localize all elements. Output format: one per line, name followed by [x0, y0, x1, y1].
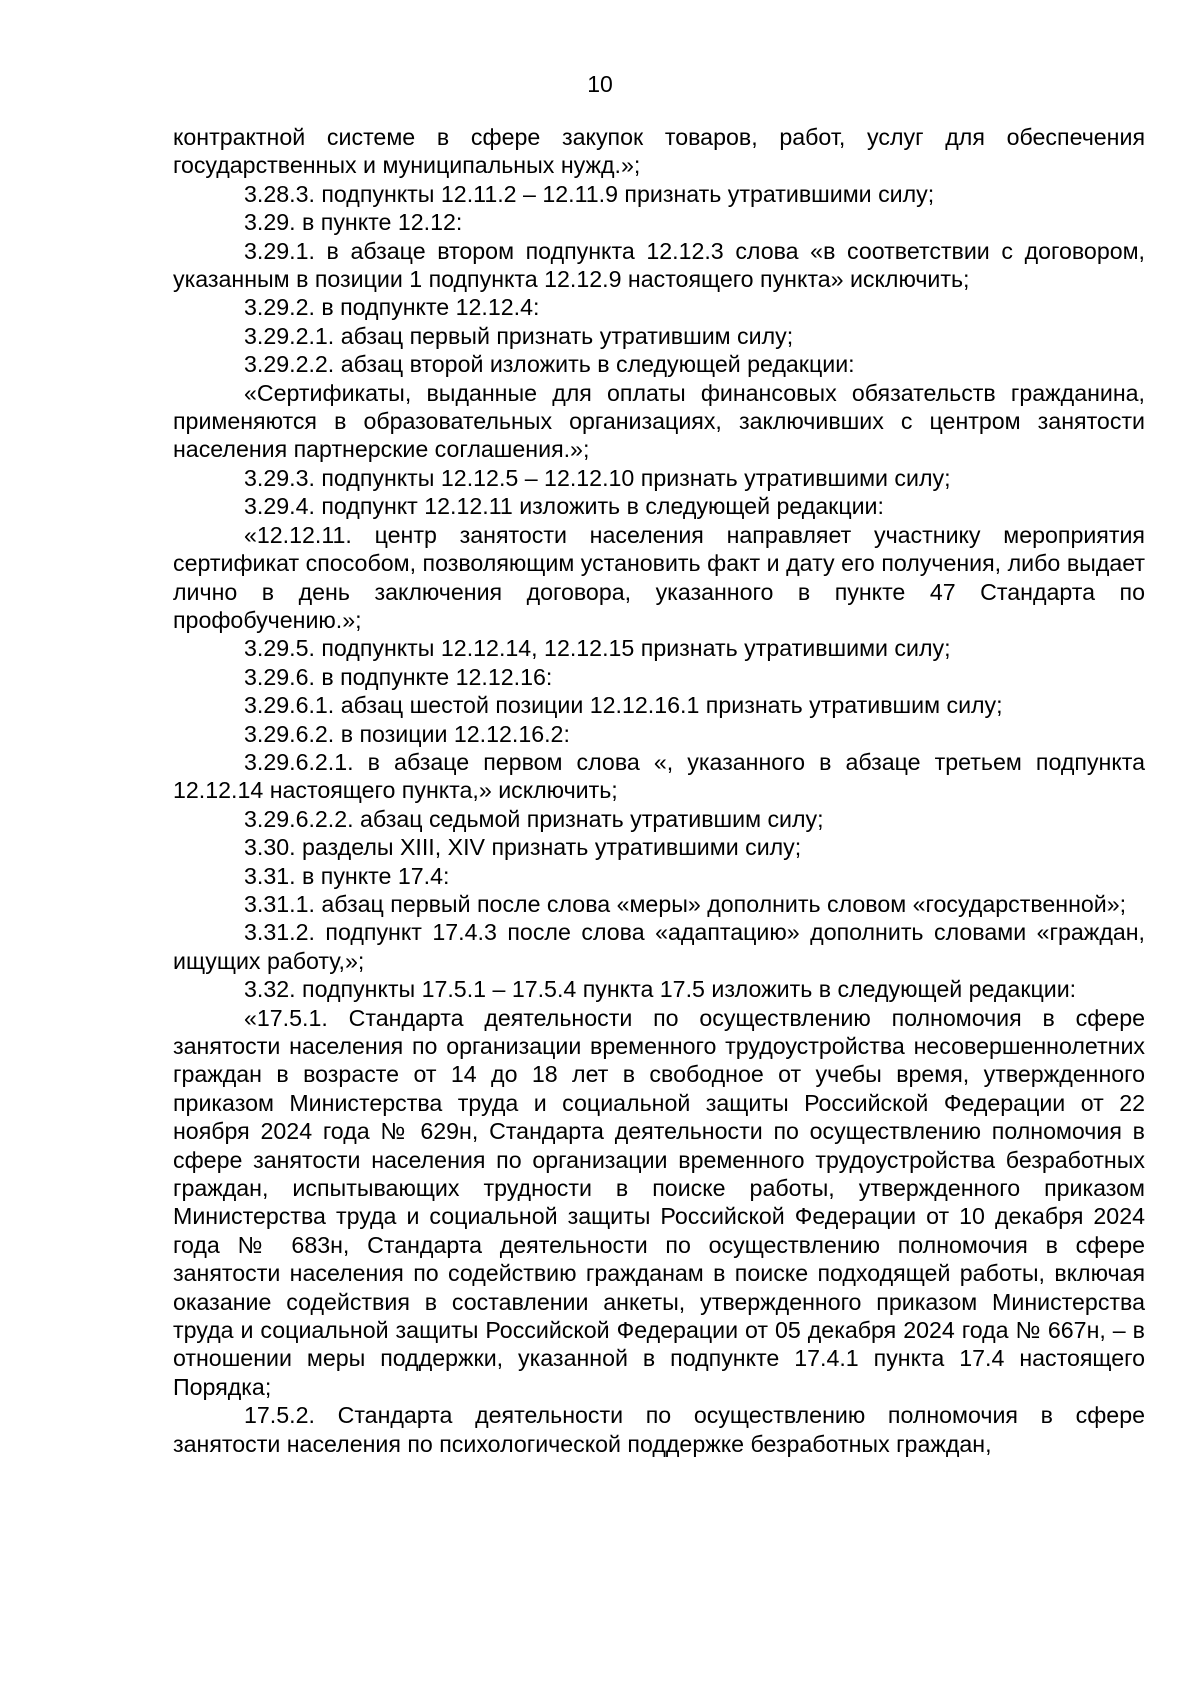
paragraph-3-29-2-2: 3.29.2.2. абзац второй изложить в следующей редакции:	[244, 351, 855, 378]
paragraph-3-29-2: 3.29.2. в подпункте 12.12.4:	[244, 294, 540, 321]
paragraph-3-29-6: 3.29.6. в подпункте 12.12.16:	[244, 663, 553, 690]
paragraph-3-29-2-1: 3.29.2.1. абзац первый признать утратившим силу;	[244, 322, 794, 349]
paragraph-3-31-1: 3.31.1. абзац первый после слова «меры» дополнить словом «государственной»;	[244, 890, 1127, 917]
paragraph-3-32: 3.32. подпункты 17.5.1 – 17.5.4 пункта 17.5 изложить в следующей редакции:	[244, 976, 1077, 1003]
paragraph-3-29-6-2-2: 3.29.6.2.2. абзац седьмой признать утратившим силу;	[244, 805, 824, 832]
paragraph-3-29-1: 3.29.1. в абзаце втором подпункта 12.12.3 слова «в соответствии с договором, указанным в позиции 1 подпункта 12.12.9 настоящего пункта» исключить;	[173, 237, 1145, 293]
paragraph-3-29-6-1: 3.29.6.1. абзац шестой позиции 12.12.16.1 признать утратившим силу;	[244, 692, 1003, 719]
paragraph-3-30: 3.30. разделы XIII, XIV признать утратившими силу;	[244, 834, 802, 861]
paragraph-3-29: 3.29. в пункте 12.12:	[244, 209, 463, 236]
document-body	[173, 123, 1145, 1458]
page-number: 10	[587, 71, 613, 97]
paragraph-quote-17-5-1: «17.5.1. Стандарта деятельности по осуществлению полномочия в сфере занятости населения по организации временного трудоустройства несовершеннолетних граждан в возрасте от 14 до 18 лет в свободное от учебы время, утвержденного приказом Министерства труда и социальной защиты Российской Федерации от 22 ноября 2024 года № 629н, Стандарта деятельности по осуществлению полномочия в сфере занятости населения по организации временного трудоустройства безработных граждан, испытывающих трудности в поиске работы, утвержденного приказом Министерства труда и социальной защиты Российской Федерации от 10 декабря 2024 года № 683н, Стандарта деятельности по осуществлению полномочия в сфере занятости населения по содействию гражданам в поиске подходящей работы, включая оказание содействия в составлении анкеты, утвержденного приказом Министерства труда и социальной защиты Российской Федерации от 05 декабря 2024 года № 667н, – в отношении меры поддержки, указанной в подпункте 17.4.1 пункта 17.4 настоящего Порядка;	[173, 1004, 1145, 1400]
paragraph-continuation: контрактной системе в сфере закупок товаров, работ, услуг для обеспечения государственных и муниципальных нужд.»;	[173, 124, 1145, 179]
paragraph-3-29-3: 3.29.3. подпункты 12.12.5 – 12.12.10 признать утратившими силу;	[244, 464, 951, 491]
paragraph-3-29-4: 3.29.4. подпункт 12.12.11 изложить в следующей редакции:	[244, 493, 884, 520]
paragraph-17-5-2: 17.5.2. Стандарта деятельности по осуществлению полномочия в сфере занятости населения по психологической поддержке безработных граждан,	[173, 1402, 1145, 1457]
paragraph-quote-12-12-11: «12.12.11. центр занятости населения направляет участнику мероприятия сертификат способом, позволяющим установить факт и дату его получения, либо выдает лично в день заключения договора, указанного в пункте 47 Стандарта по профобучению.»;	[173, 521, 1145, 633]
paragraph-3-28-3: 3.28.3. подпункты 12.11.2 – 12.11.9 признать утратившими силу;	[244, 180, 935, 207]
paragraph-3-29-5: 3.29.5. подпункты 12.12.14, 12.12.15 признать утратившими силу;	[244, 635, 951, 662]
paragraph-3-31: 3.31. в пункте 17.4:	[244, 862, 450, 889]
paragraph-3-29-6-2-1: 3.29.6.2.1. в абзаце первом слова «, указанного в абзаце третьем подпункта 12.12.14 настоящего пункта,» исключить;	[173, 748, 1145, 804]
paragraph-3-31-2: 3.31.2. подпункт 17.4.3 после слова «адаптацию» дополнить словами «граждан, ищущих работу,»;	[173, 919, 1145, 974]
paragraph-quote-certificates: «Сертификаты, выданные для оплаты финансовых обязательств гражданина, применяются в образовательных организациях, заключивших с центром занятости населения партнерские соглашения.»;	[173, 379, 1145, 463]
paragraph-3-29-6-2: 3.29.6.2. в позиции 12.12.16.2:	[244, 720, 570, 747]
